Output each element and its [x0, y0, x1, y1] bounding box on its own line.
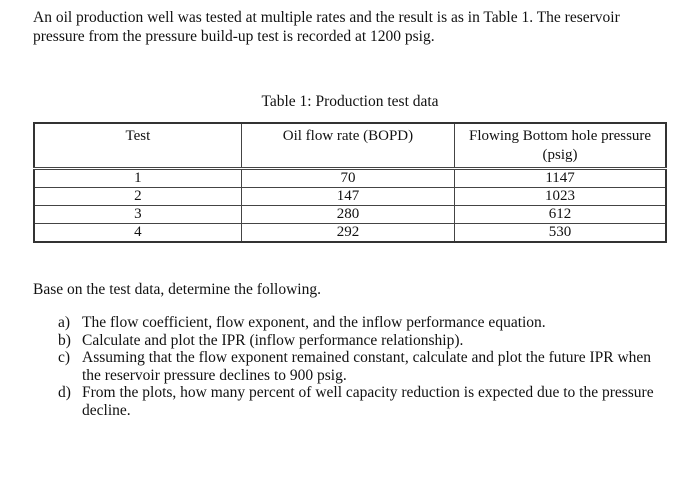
test-number-cell: 2 [34, 188, 241, 206]
question-item [52, 332, 672, 350]
column-header-oil-flow-rate: Oil flow rate (BOPD) [241, 123, 454, 169]
table-row [34, 224, 666, 243]
production-test-table [33, 122, 667, 243]
oil-flow-rate-cell: 280 [241, 206, 454, 224]
question-text: The flow coefficient, flow exponent, and the inflow performance equation. [82, 314, 546, 331]
table-row [34, 206, 666, 224]
test-number-cell: 3 [34, 206, 241, 224]
test-number-cell: 1 [34, 169, 241, 188]
question-text: Calculate and plot the IPR (inflow performance relationship). [82, 331, 464, 349]
question-marker: a) [58, 314, 71, 331]
bottom-hole-pressure-cell: 1023 [455, 188, 666, 206]
table-header-row [34, 123, 666, 169]
column-header-test: Test [34, 123, 241, 169]
question-text: From the plots, how many percent of well capacity reduction is expected due to the pressure decline. [82, 384, 654, 419]
question-marker: c) [58, 349, 71, 366]
test-number-cell: 4 [34, 224, 241, 243]
bottom-hole-pressure-cell: 1147 [455, 169, 666, 188]
question-marker: b) [58, 331, 71, 349]
question-item [52, 384, 672, 419]
bottom-hole-pressure-cell: 530 [455, 224, 666, 243]
bottom-hole-pressure-cell: 612 [455, 206, 666, 224]
oil-flow-rate-cell: 147 [241, 188, 454, 206]
table-caption-text: Table 1: Production test data [261, 93, 439, 110]
table-row [34, 188, 666, 206]
instruction-text: Base on the test data, determine the following. [33, 281, 321, 298]
table-caption [0, 93, 700, 111]
question-marker: d) [58, 384, 71, 401]
oil-flow-rate-cell: 292 [241, 224, 454, 243]
question-item [52, 314, 672, 332]
oil-flow-rate-cell: 70 [241, 169, 454, 188]
table-row [34, 169, 666, 188]
question-text: Assuming that the flow exponent remained constant, calculate and plot the future IPR when the reservoir pressure declines to 900 psig. [82, 349, 652, 384]
question-item [52, 349, 672, 384]
intro-paragraph: An oil production well was tested at multiple rates and the result is as in Table 1. The reservoir pressure from the pressure build-up test is recorded at 1200 psig. [33, 9, 620, 45]
question-list [52, 314, 672, 419]
column-header-flowing-bottom-hole-pressure: Flowing Bottom hole pressure (psig) [455, 123, 666, 169]
